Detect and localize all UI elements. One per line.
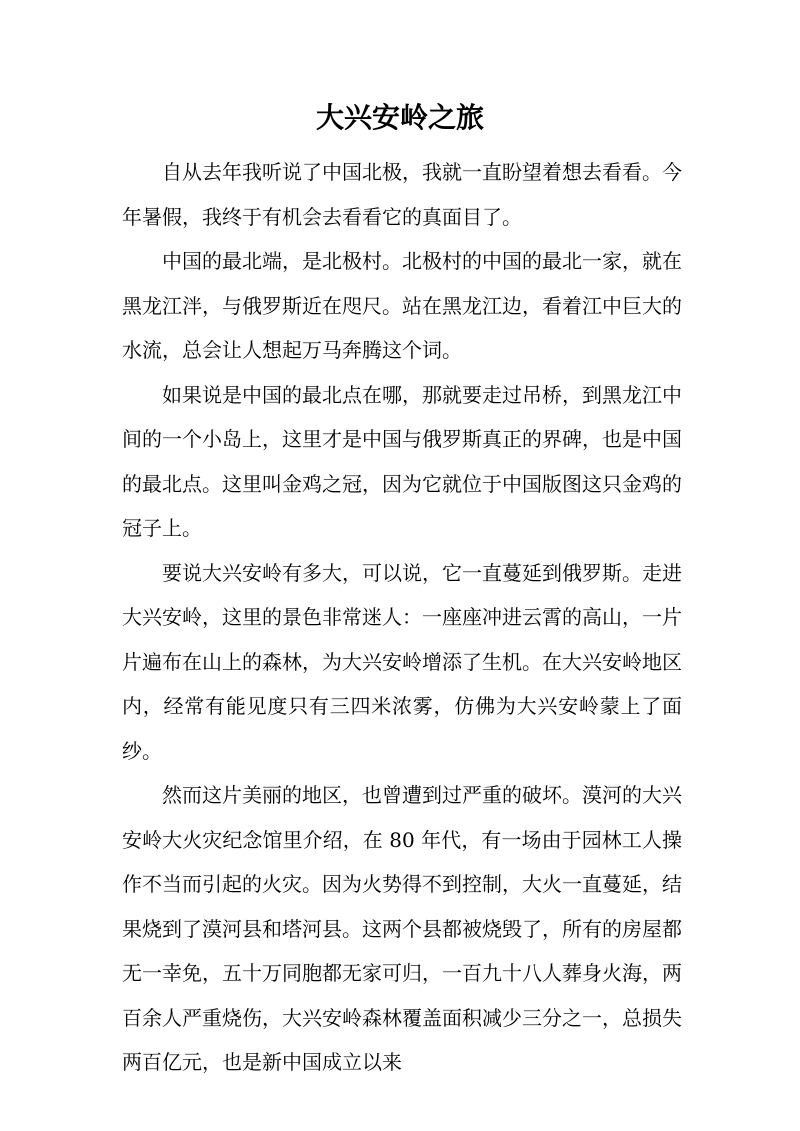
paragraph: 如果说是中国的最北点在哪，那就要走过吊桥，到黑龙江中间的一个小岛上，这里才是中国与俄罗斯真正的界碑，也是中国的最北点。这里叫金鸡之冠，因为它就位于中国版图这只金鸡的冠子上。 (122, 382, 682, 540)
paragraph: 要说大兴安岭有多大，可以说，它一直蔓延到俄罗斯。走进大兴安岭，这里的景色非常迷人：一座座冲进云霄的高山，一片片遍布在山上的森林，为大兴安岭增添了生机。在大兴安岭地区内，经常有能见度只有三四米浓雾，仿佛为大兴安岭蒙上了面纱。 (122, 560, 682, 763)
paragraph: 自从去年我听说了中国北极，我就一直盼望着想去看看。今年暑假，我终于有机会去看看它的真面目了。 (122, 160, 682, 229)
document-body (122, 150, 682, 1085)
paragraph: 中国的最北端，是北极村。北极村的中国的最北一家，就在黑龙江泮，与俄罗斯近在咫尺。站在黑龙江边，看着江中巨大的水流，总会让人想起万马奔腾这个词。 (122, 249, 682, 362)
document-title: 大兴安岭之旅 (315, 101, 484, 134)
paragraph: 然而这片美丽的地区，也曾遭到过严重的破坏。漠河的大兴安岭大火灾纪念馆里介绍，在 80 年代，有一场由于园林工人操作不当而引起的火灾。因为火势得不到控制，大火一直蔓延，结果烧到了漠河县和塔河县。这两个县都被烧毁了，所有的房屋都无一幸免，五十万同胞都无家可归，一百九十八人葬身火海，两百余人严重烧伤，大兴安岭森林覆盖面积减少三分之一，总损失两百亿元，也是新中国成立以来 (122, 783, 682, 1074)
